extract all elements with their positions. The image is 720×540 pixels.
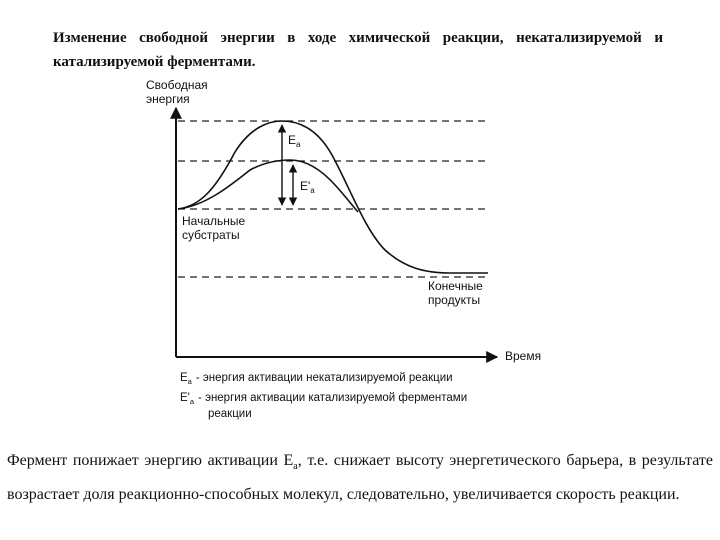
substrates-label-2: субстраты: [182, 228, 240, 242]
caption-paragraph: Фермент понижает энергию активации $E_a$, т.е. снижает высоту энергетического барьера, в результате возрастает доля реакционно-способных молекул, следовательно, увеличивается скорость реакции.: [7, 452, 714, 504]
legend-catalyzed-cont: реакции: [208, 408, 252, 420]
x-axis-label: Время: [505, 349, 542, 363]
legend-catalyzed: $E'_a$ - энергия активации катализируемой ферментами: [180, 392, 468, 406]
products-label: Конечные: [428, 279, 483, 293]
products-label-2: продукты: [428, 293, 481, 307]
y-axis-label: Свободная: [146, 78, 208, 92]
substrates-label: Начальные: [182, 214, 246, 228]
uncatalyzed-curve: [178, 121, 488, 273]
ea-prime-label: $E'_a$: [300, 179, 315, 195]
y-axis-label-2: энергия: [146, 92, 190, 106]
catalyzed-curve: [178, 160, 358, 212]
page-title: Изменение свободной энергии в ходе химической реакции, некатализируемой и катализируемой ферментами.: [53, 30, 663, 70]
ea-label: $E_a$: [288, 133, 301, 149]
legend-uncatalyzed: $E_a$ - энергия активации некатализируемой реакции: [180, 372, 453, 386]
